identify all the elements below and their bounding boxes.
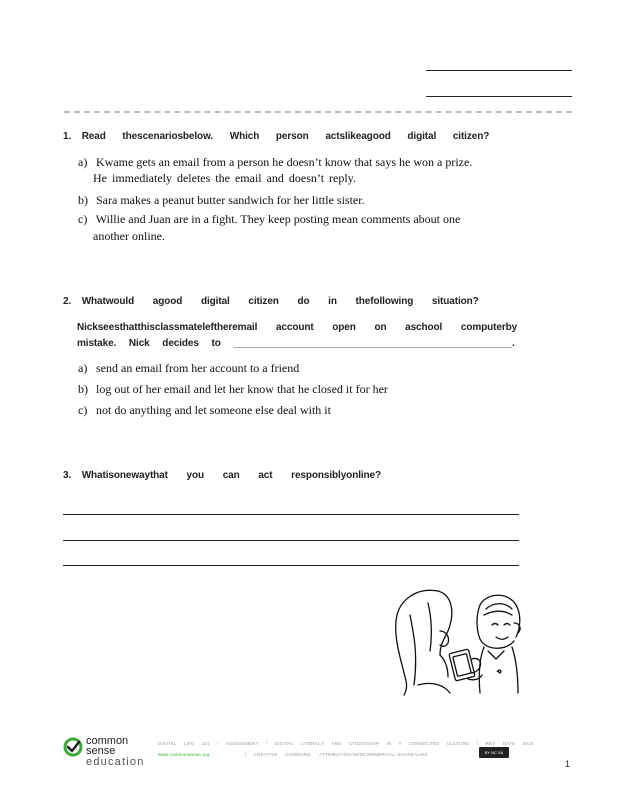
option-text: not do anything and let someone else deal with it (96, 403, 331, 417)
option-text: another online. (93, 229, 165, 243)
children-with-tablet-illustration (388, 585, 528, 697)
q1-option-c (78, 212, 460, 227)
option-label: a) (78, 361, 88, 375)
date-line (426, 96, 572, 97)
logo-line-sense: sense (86, 745, 116, 757)
dashed-divider (64, 111, 572, 113)
option-text: log out of her email and let her know that he closed it for her (96, 382, 388, 396)
question-prompt: Whatisonewaythat you can act responsiblyonline? (81, 470, 382, 481)
logo-line-education: education (86, 756, 145, 768)
question-number: 2. (63, 296, 72, 307)
cc-badge-text: BY NC SA (484, 750, 504, 755)
question-number: 3. (63, 470, 72, 481)
question-3 (63, 470, 381, 481)
option-label: c) (78, 403, 88, 417)
q2-option-b (78, 382, 388, 397)
q2-option-a (78, 361, 299, 376)
page-number: 1 (565, 759, 571, 769)
q2-option-c (78, 403, 331, 418)
question-2 (63, 296, 479, 307)
q1-option-a-continued (93, 171, 356, 186)
footer-license-text: | CREATIVE COMMONS: ATTRIBUTION-NONCOMMERCIAL-SHAREALIKE (245, 752, 428, 757)
scenario-text: Nickseesthatthisclassmateleftheremail account open on aschool computerby (77, 322, 518, 333)
answer-line-1 (63, 514, 519, 515)
q1-option-a (78, 155, 472, 170)
question-prompt: Read thescenariosbelow. Which person actslikeagood digital citizen? (81, 131, 490, 142)
scenario-text: mistake. Nick decides to ___________________________________________________. (77, 338, 515, 349)
q2-scenario-line-1 (77, 322, 517, 333)
option-text: Sara makes a peanut butter sandwich for her little sister. (96, 193, 365, 207)
question-prompt: Whatwould agood digital citizen do in thefollowing situation? (81, 296, 479, 307)
footer-meta-line-1: DIGITAL LIFE 101 / ASSESSMENT / DIGITAL LITERACY AND CITIZENSHIP IN A CONNECTED CULTURE / REV DATE 2015 (158, 741, 534, 746)
option-label: b) (78, 382, 88, 396)
question-1 (63, 131, 489, 142)
option-text: He immediately deletes the email and doesn’t reply. (93, 171, 356, 185)
answer-line-3 (63, 565, 519, 566)
option-text: Kwame gets an email from a person he doesn’t know that says he won a prize. (96, 155, 473, 169)
option-label: b) (78, 193, 88, 207)
creative-commons-badge (479, 747, 509, 758)
footer-link[interactable]: www.commonsense.org (158, 752, 210, 757)
name-line (426, 70, 572, 71)
option-text: Willie and Juan are in a fight. They keep posting mean comments about one (95, 212, 461, 226)
answer-line-2 (63, 540, 519, 541)
q1-option-b (78, 193, 365, 208)
footer-meta-line-2 (158, 752, 428, 757)
question-number: 1. (63, 131, 72, 142)
option-text: send an email from her account to a friend (96, 361, 300, 375)
logo-line-common: common (86, 735, 129, 747)
q1-option-c-continued (93, 229, 165, 244)
option-label: c) (78, 212, 88, 226)
q2-scenario-line-2 (77, 338, 515, 349)
common-sense-checkmark-icon (63, 737, 83, 757)
option-label: a) (78, 155, 88, 169)
